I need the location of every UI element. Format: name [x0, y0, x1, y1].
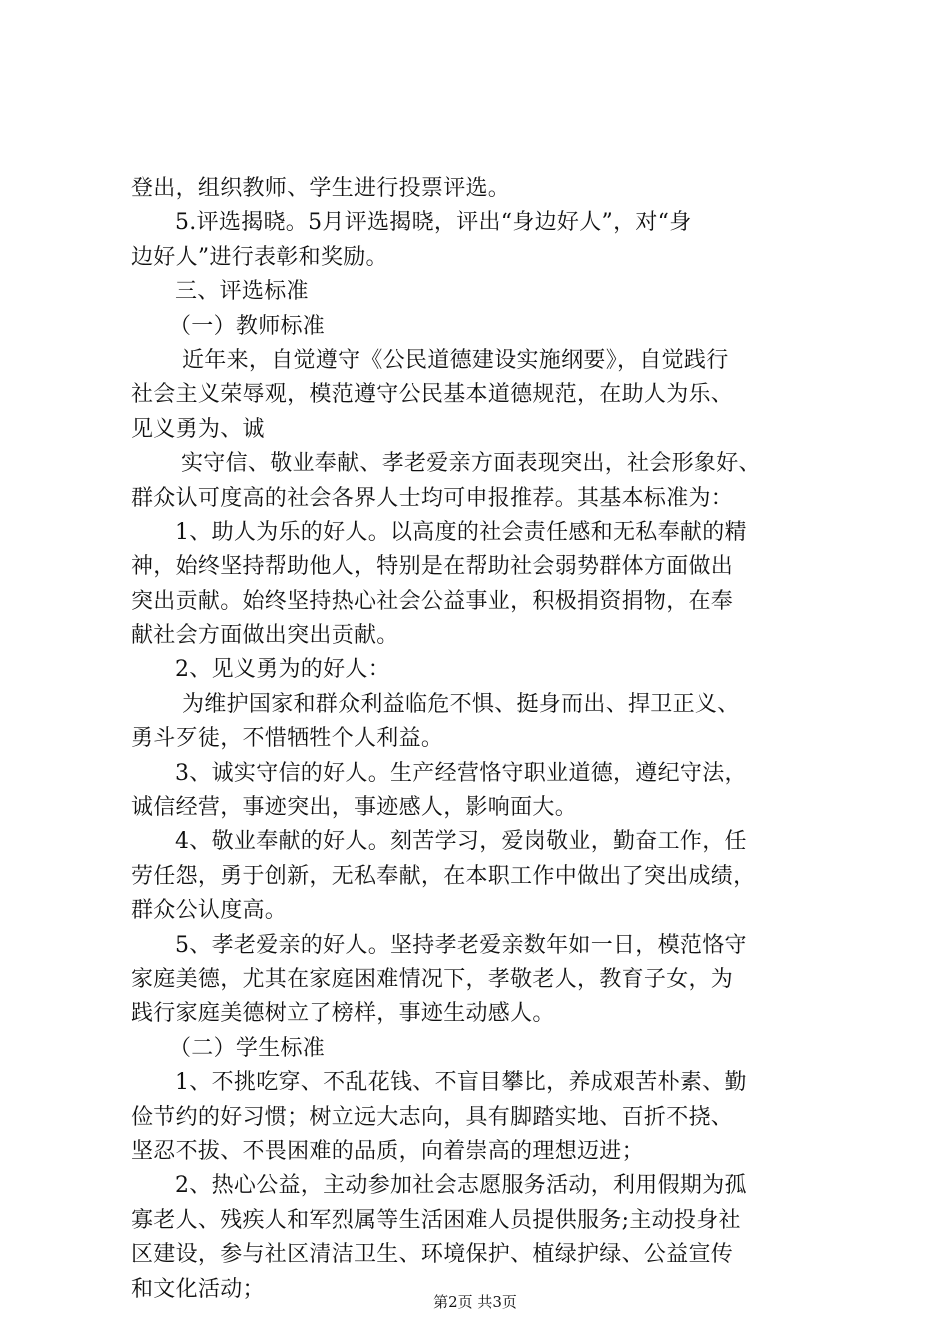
subsection-heading: （一）教师标准 — [169, 313, 326, 339]
text-line: 见义勇为、诚 — [131, 416, 265, 442]
text-line: 群众认可度高的社会各界人士均可申报推荐。其基本标准为： — [131, 485, 734, 511]
text-line: 1、助人为乐的好人。以高度的社会责任感和无私奉献的精 — [175, 519, 747, 545]
text-line: 4、敬业奉献的好人。刻苦学习，爱岗敬业，勤奋工作，任 — [175, 829, 747, 855]
page-footer — [0, 1292, 950, 1312]
page-number: 第2页 共3页 — [433, 1293, 517, 1311]
text-line: 3、诚实守信的好人。生产经营恪守职业道德，遵纪守法， — [175, 760, 747, 786]
text-line: 劳任怨，勇于创新，无私奉献，在本职工作中做出了突出成绩， — [131, 863, 756, 889]
text-line: 边好人”进行表彰和奖励。 — [131, 244, 388, 270]
text-line: 突出贡献。始终坚持热心社会公益事业，积极捐资捐物，在奉 — [131, 588, 734, 614]
text-line: 实守信、敬业奉献、孝老爱亲方面表现突出，社会形象好、 — [181, 451, 761, 477]
text-line: 2、热心公益，主动参加社会志愿服务活动，利用假期为孤 — [175, 1173, 747, 1199]
subsection-heading: （二）学生标准 — [169, 1035, 326, 1061]
section-heading: 三、评选标准 — [175, 279, 309, 305]
text-line: 践行家庭美德树立了榜样，事迹生动感人。 — [131, 1001, 555, 1027]
text-line: 近年来，自觉遵守《公民道德建设实施纲要》，自觉践行 — [182, 347, 729, 373]
text-line: 区建设，参与社区清洁卫生、环境保护、植绿护绿、公益宣传 — [131, 1242, 734, 1268]
document-body — [131, 172, 831, 1307]
text-line: 2、见义勇为的好人： — [175, 657, 390, 683]
text-line: 1、不挑吃穿、不乱花钱、不盲目攀比，养成艰苦朴素、勤 — [175, 1070, 747, 1096]
text-line: 俭节约的好习惯；树立远大志向，具有脚踏实地、百折不挠、 — [131, 1104, 734, 1130]
text-line: 社会主义荣辱观，模范遵守公民基本道德规范，在助人为乐、 — [131, 382, 734, 408]
text-line: 神，始终坚持帮助他人，特别是在帮助社会弱势群体方面做出 — [131, 554, 734, 580]
text-line: 5.评选揭晓。5月评选揭晓，评出“身边好人”，对“身 — [175, 210, 692, 236]
text-line: 5、孝老爱亲的好人。坚持孝老爱亲数年如一日，模范恪守 — [175, 932, 747, 958]
text-line: 登出，组织教师、学生进行投票评选。 — [131, 176, 511, 201]
text-line: 家庭美德，尤其在家庭困难情况下，孝敬老人，教育子女，为 — [131, 966, 734, 992]
text-line: 寡老人、残疾人和军烈属等生活困难人员提供服务;主动投身社 — [131, 1207, 741, 1233]
text-line: 诚信经营，事迹突出，事迹感人，影响面大。 — [131, 795, 578, 821]
text-line: 坚忍不拔、不畏困难的品质，向着崇高的理想迈进； — [131, 1138, 644, 1164]
text-line: 和文化活动； — [131, 1276, 265, 1302]
text-line: 勇斗歹徒，不惜牺牲个人利益。 — [131, 726, 444, 752]
text-line: 群众公认度高。 — [131, 898, 288, 924]
text-line: 献社会方面做出突出贡献。 — [131, 623, 399, 649]
text-line: 为维护国家和群众利益临危不惧、挺身而出、捍卫正义、 — [182, 691, 740, 717]
